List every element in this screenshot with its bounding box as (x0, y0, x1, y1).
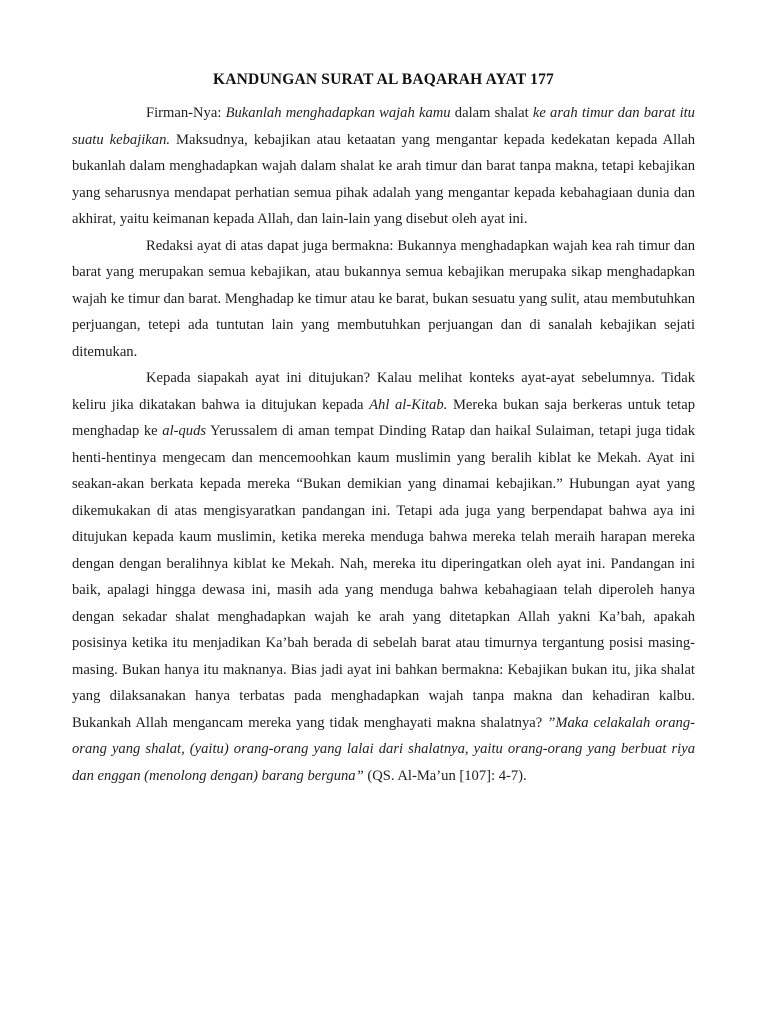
paragraph-3-text-e: Yerussalem di aman tempat Dinding Ratap dan haikal Sulaiman, tetapi juga tidak henti-hentinya mengecam dan mencemoohkan kaum muslimin yang beralih kiblat ke Mekah. Ayat ini seakan-akan berkata kepada mereka “Bukan demikian yang dinamai kebajikan.” Hubungan ayat yang dikemukakan di atas mengisyaratkan pandangan ini. Tetapi ada juga yang berpendapat bahwa aya ini ditujukan kepada kaum muslimin, ketika mereka menduga bahwa mereka telah meraih harapan mereka dengan dengan beralihnya kiblat ke Mekah. Nah, mereka itu diperingatkan oleh ayat ini. Pandangan ini baik, apalagi hingga dewasa ini, masih ada yang menduga bahwa kebahagiaan telah diperoleh hanya dengan sekadar shalat menghadapkan wajah ke arah yang ditetapkan Allah yakni Ka’bah, apakah posisinya ketika itu menjadikan Ka’bah berada di sebelah barat atau timurnya tergantung posisi masing-masing. Bukan hanya itu maknanya. Bias jadi ayat ini bahkan bermakna: Kebajikan bukan itu, jika shalat yang dilaksanakan hanya terbatas pada menghadapkan wajah tanpa makna dan kehadiran kalbu. Bukankah Allah mengancam mereka yang tidak menghayati makna shalatnya? (72, 423, 695, 731)
paragraph-1 (72, 100, 695, 233)
paragraph-1-text-e: Maksudnya, kebajikan atau ketaatan yang mengantar kepada kedekatan kepada Allah bukanlah dalam menghadapkan wajah dalam shalat ke arah timur dan barat tanpa makna, tetapi kebajikan yang seharusnya mendapat perhatian semua pihak adalah yang mengantar kepada kebahagiaan dunia dan akhirat, yaitu keimanan kepada Allah, dan lain-lain yang disebut oleh ayat ini. (72, 131, 695, 227)
paragraph-3-citation: (QS. Al-Ma’un [107]: 4-7). (363, 767, 527, 784)
paragraph-3-term-ahl-al-kitab: Ahl al-Kitab. (369, 396, 448, 413)
paragraph-1-quote-a: Bukanlah menghadapkan wajah kamu (225, 105, 451, 121)
paragraph-1-text-a: Firman-Nya: (146, 105, 226, 121)
paragraph-1-text-c: dalam shalat (450, 105, 533, 121)
paragraph-3-term-al-quds: al-quds (162, 423, 207, 439)
paragraph-3-text-a: Kepada siapakah ayat ini ditujukan? Kalau melihat konteks ayat-ayat sebelumnya. Tidak keliru jika dikatakan bahwa ia ditujukan kepada (72, 370, 695, 413)
paragraph-3-quran-quote: ”Maka celakalah orang-orang yang shalat, (yaitu) orang-orang yang lalai dari shalatnya, yaitu orang-orang yang berbuat riya dan enggan (menolong dengan) barang berguna” (72, 714, 695, 784)
paragraph-3 (72, 365, 695, 789)
document-page (72, 70, 695, 789)
paragraph-2: Redaksi ayat di atas dapat juga bermakna: Bukannya menghadapkan wajah kea rah timur dan barat yang merupakan semua kebajikan, atau bukannya semua kebajikan merupaka sikap menghadapkan wajah ke timur dan barat. Menghadap ke timur atau ke barat, bukan sesuatu yang sulit, atau membutuhkan perjuangan, tetepi ada tuntutan lain yang membutuhkan perjuangan dan di sanalah kebajikan sejati ditemukan. (72, 237, 695, 360)
paragraph-3-text-c: Mereka bukan saja berkeras untuk tetap menghadap ke (72, 396, 696, 439)
paragraph-1-quote-b: ke arah timur dan barat itu suatu kebajikan. (72, 105, 695, 148)
document-title: KANDUNGAN SURAT AL BAQARAH AYAT 177 (212, 71, 555, 88)
